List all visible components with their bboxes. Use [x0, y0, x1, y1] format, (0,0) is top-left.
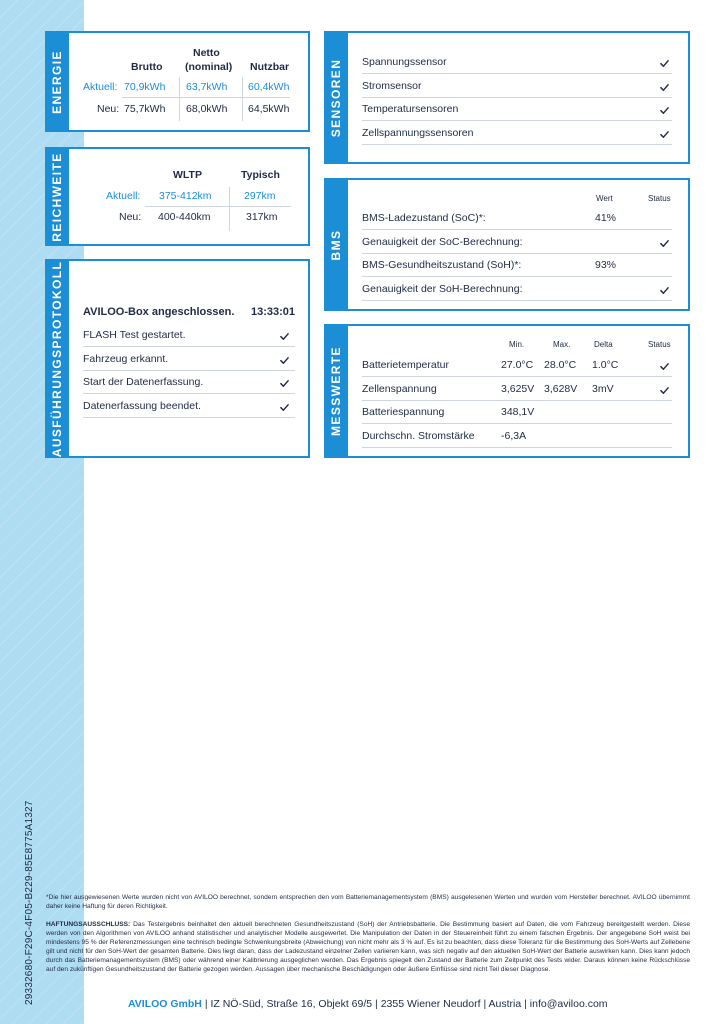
messwerte-row-min: -6,3A [501, 429, 527, 442]
messwerte-row-label: Batteriespannung [362, 406, 445, 418]
energie-tab [45, 31, 69, 132]
energie-col-brutto: Brutto [131, 61, 163, 73]
bms-col-wert: Wert [596, 194, 613, 203]
energie-row-aktuell-nutzbar: 60,4kWh [248, 81, 290, 93]
messwerte-col-status: Status [648, 340, 671, 349]
reichweite-row-neu-wltp: 400-440km [158, 211, 211, 223]
reichweite-row-aktuell-typisch: 297km [244, 190, 276, 202]
messwerte-col-max: Max. [553, 340, 571, 349]
reichweite-col-divider [229, 187, 230, 231]
reichweite-title: REICHWEITE [50, 151, 64, 242]
reichweite-col-typisch: Typisch [241, 169, 280, 181]
sensor-item-divider [362, 97, 672, 98]
reichweite-row-aktuell-wltp: 375-412km [159, 190, 212, 202]
protokoll-item: Start der Datenerfassung. [83, 376, 204, 388]
checkmark-icon [660, 286, 669, 295]
reichweite-card [45, 147, 310, 246]
protokoll-item-divider [83, 370, 295, 371]
energie-col-divider-1 [179, 77, 180, 121]
checkmark-icon [660, 59, 669, 68]
sensor-item-divider [362, 120, 672, 121]
bms-title: BMS [329, 229, 343, 260]
sensoren-card [324, 31, 690, 164]
protokoll-item-divider [83, 393, 295, 394]
footnote: *Die hier ausgewiesenen Werte wurden nicht von AVILOO berechnet, sondern entsprechen den vom Batteriemanagementsystem (BMS) ausgelesenen Werten und wurden vom Hersteller berechnet. AVILOO übernimmt daher keine Haftung für deren Richtigkeit. [46, 894, 690, 910]
sensor-item: Spannungssensor [362, 56, 447, 68]
protokoll-tab [45, 259, 69, 458]
messwerte-row-divider [362, 400, 672, 401]
sensor-item: Stromsensor [362, 79, 422, 92]
reichweite-tab [45, 147, 69, 246]
company-sep-3: | [483, 998, 487, 1010]
bms-tab [324, 178, 348, 311]
protokoll-headline: AVILOO-Box angeschlossen. [83, 306, 235, 318]
protokoll-item-divider [83, 417, 295, 418]
protokoll-item: Fahrzeug erkannt. [83, 352, 169, 365]
bms-row-label: Genauigkeit der SoH-Berechnung: [362, 282, 523, 295]
energie-col-nutzbar: Nutzbar [250, 61, 290, 73]
bms-row-divider [362, 300, 672, 301]
disclaimer [46, 920, 690, 974]
sensoren-title: SENSOREN [329, 58, 343, 137]
disclaimer-text: Das Testergebnis beinhaltet den aktuell berechneten Gesundheitszustand (SoH) der Antriebsbatterie. Die Bestimmung basiert auf Daten, die vom Fahrzeug bereitgestellt werden. Diese werden von den Algorithmen von AVILOO anhand statistischer und analytischer Modelle ausgewertet. Die Manipulation der Daten in der Steuereinheit führt zu einem falschen Ergebnis. Der angegebene SoH weist bei mindestens 95 % der Referenzmessungen eine technisch bedingte Schwenkungsbreite (Abweichung) von nicht mehr als 3 % auf. Es ist zu beachten, dass diese Toleranz für die Bestimmung des SoH-Werts auf Zellebene gilt und nicht für den SoH-Wert der gesamten Batterie. Dies liegt daran, dass der Ladezustand einzelner Zellen variieren kann, was sich negativ auf den aktuellen SoH-Wert der Batterie auswirken kann. Dies kann jedoch durch das Batteriemanagementsystem (BMS) oder während einer Kalibrierung ausgeglichen werden. Das Ergebnis spiegelt den Zustand der Batterie zum Zeitpunkt des Tests wider. Daraus können keine Rückschlüsse auf den zukünftigen Gesundheitszustand der Batterie gezogen werden. Aussagen über mechanische Beschädigungen oder äußere Einflüsse sind nicht Teil dieser Diagnose. [46, 921, 690, 973]
company-sep-2: | [375, 998, 378, 1010]
checkmark-icon [280, 356, 289, 365]
company-email[interactable]: info@aviloo.com [529, 998, 608, 1010]
reichweite-row-neu-typisch: 317km [246, 211, 278, 223]
messwerte-tab [324, 324, 348, 458]
bms-row-label: BMS-Ladezustand (SoC)*: [362, 212, 486, 224]
messwerte-row-delta: 3mV [592, 382, 614, 395]
messwerte-card [324, 324, 690, 458]
messwerte-row-delta: 1.0°C [592, 359, 619, 371]
checkmark-icon [660, 239, 669, 248]
energie-row-aktuell-label: Aktuell: [83, 81, 118, 93]
messwerte-row-divider [362, 447, 672, 448]
energie-row-neu-label: Neu: [97, 103, 120, 115]
energie-card [45, 31, 310, 132]
company-country: Austria [488, 998, 522, 1010]
protokoll-item: Datenerfassung beendet. [83, 399, 201, 412]
messwerte-title: MESSWERTE [329, 346, 343, 436]
bms-col-status: Status [648, 194, 671, 203]
bms-row-divider [362, 229, 672, 230]
energie-title: ENERGIE [50, 49, 64, 114]
bms-row-label: BMS-Gesundheitszustand (SoH)*: [362, 259, 522, 271]
messwerte-row-label: Zellenspannung [362, 382, 437, 395]
protokoll-time: 13:33:01 [251, 306, 296, 318]
messwerte-row-label: Batterietemperatur [362, 359, 449, 371]
energie-row-aktuell-brutto: 70,9kWh [124, 81, 166, 93]
document-id: 29332680-F29C-4F05-B229-85E8775A1327 [24, 800, 35, 1005]
energie-row-neu-netto: 68,0kWh [186, 103, 228, 115]
disclaimer-label: HAFTUNGSAUSSCHLUSS: [46, 921, 131, 928]
bms-row-value: 41% [595, 212, 617, 224]
checkmark-icon [660, 106, 669, 115]
checkmark-icon [660, 386, 669, 395]
messwerte-row-max: 28.0°C [544, 359, 577, 371]
energie-row-neu-brutto: 75,7kWh [124, 103, 166, 115]
company-address: IZ NÖ-Süd, Straße 16, Objekt 69/5 [210, 998, 373, 1010]
protokoll-card [45, 259, 310, 458]
company-name: AVILOO GmbH [128, 998, 202, 1010]
protokoll-item-divider [83, 346, 295, 347]
energie-col-netto: Netto [193, 47, 220, 59]
messwerte-row-max: 3,628V [544, 382, 578, 395]
messwerte-row-label: Durchschn. Stromstärke [362, 429, 475, 442]
energie-col-divider-2 [242, 77, 243, 121]
energie-col-netto-sub: (nominal) [185, 61, 233, 73]
sensoren-tab [324, 31, 348, 164]
bms-row-label: Genauigkeit der SoC-Berechnung: [362, 235, 523, 248]
reichweite-row-neu-label: Neu: [119, 211, 142, 223]
messwerte-col-min: Min. [509, 340, 525, 349]
checkmark-icon [660, 130, 669, 139]
messwerte-row-min: 3,625V [501, 382, 535, 395]
checkmark-icon [660, 83, 669, 92]
messwerte-col-delta: Delta [594, 340, 613, 349]
messwerte-row-min: 348,1V [501, 406, 535, 418]
energie-row-divider [122, 97, 290, 98]
sensor-item-divider [362, 73, 672, 74]
sensor-item-divider [362, 144, 672, 145]
company-city: 2355 Wiener Neudorf [380, 998, 481, 1010]
company-line [128, 998, 608, 1010]
checkmark-icon [280, 332, 289, 341]
reichweite-row-aktuell-label: Aktuell: [106, 190, 141, 202]
messwerte-row-divider [362, 376, 672, 377]
checkmark-icon [660, 362, 669, 371]
sensor-item: Temperatursensoren [362, 103, 459, 115]
checkmark-icon [280, 379, 289, 388]
bms-row-divider [362, 276, 672, 277]
bms-card [324, 178, 690, 311]
checkmark-icon [280, 403, 289, 412]
reichweite-row-divider [145, 206, 291, 207]
energie-row-aktuell-netto: 63,7kWh [186, 81, 228, 93]
company-sep-1: | [204, 998, 208, 1010]
messwerte-row-min: 27.0°C [501, 359, 534, 371]
bms-row-value: 93% [595, 259, 617, 271]
bms-row-divider [362, 253, 672, 254]
company-sep-4: | [524, 998, 527, 1010]
reichweite-col-wltp: WLTP [173, 169, 202, 181]
energie-row-neu-nutzbar: 64,5kWh [248, 103, 290, 115]
protokoll-title: AUSFÜHRUNGSPROTOKOLL [50, 260, 64, 457]
messwerte-row-divider [362, 423, 672, 424]
sensor-item: Zellspannungssensoren [362, 126, 474, 139]
protokoll-item: FLASH Test gestartet. [83, 329, 186, 341]
